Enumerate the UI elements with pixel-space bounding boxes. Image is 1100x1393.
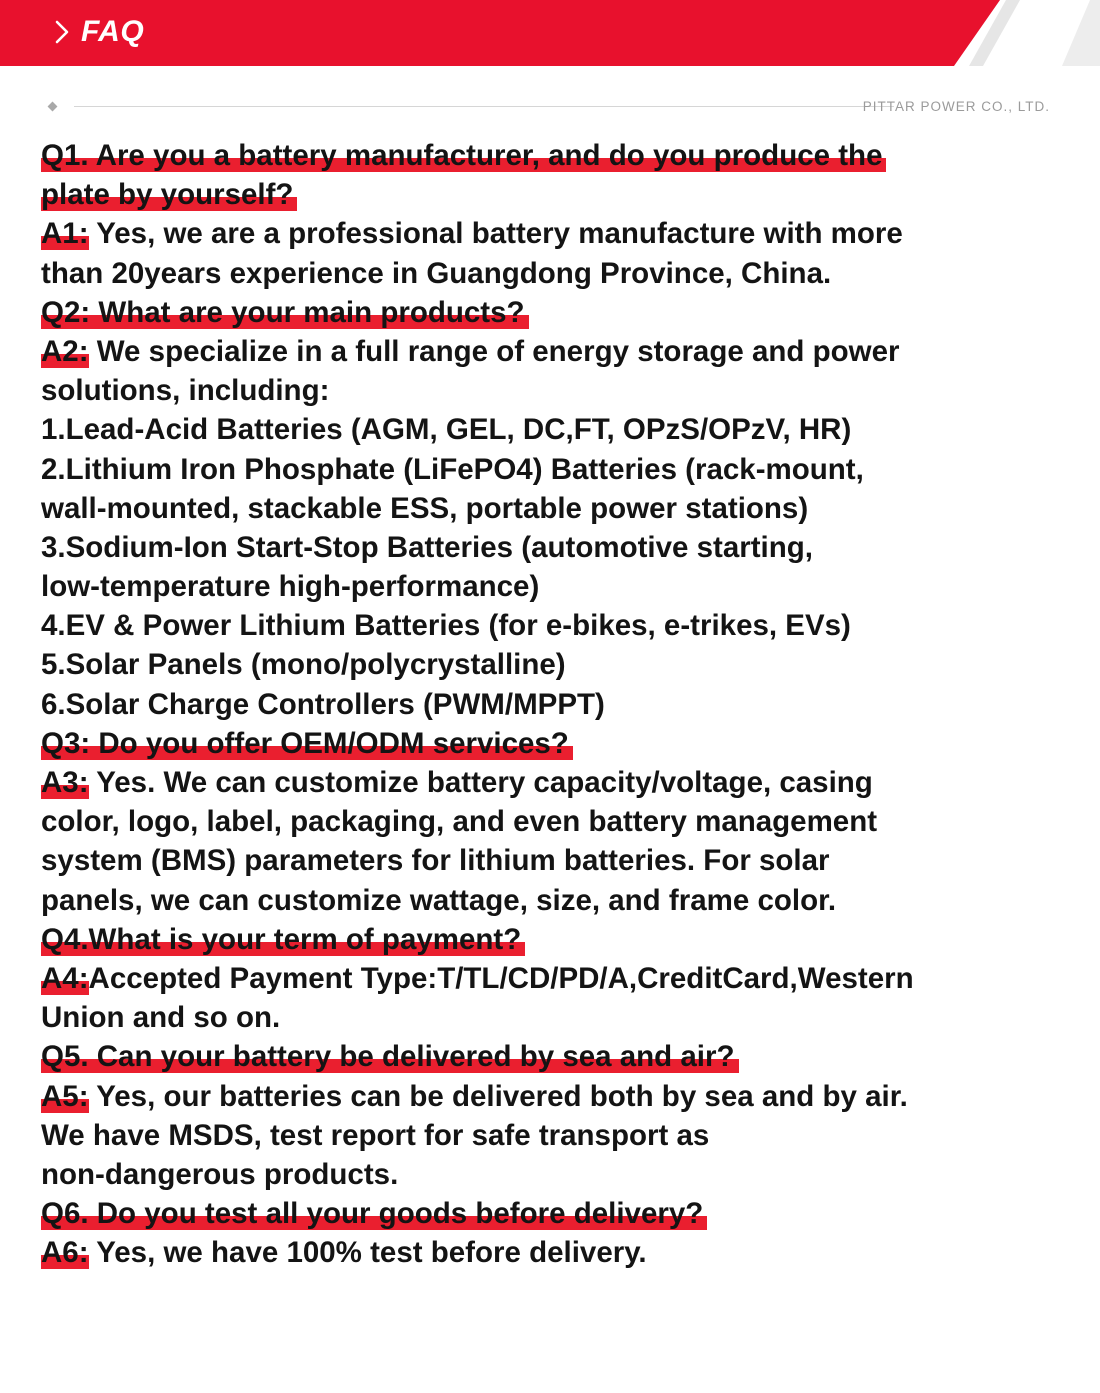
answer-text: Yes, we are a professional battery manufacture with more: [88, 217, 903, 251]
answer-text: 6.Solar Charge Controllers (PWM/MPPT): [41, 687, 605, 721]
answer-text: We specialize in a full range of energy storage and power: [88, 334, 900, 368]
answer-text: We have MSDS, test report for safe transport as: [41, 1118, 710, 1152]
faq-answer-line: [41, 489, 1031, 528]
faq-answer-line: [41, 959, 1031, 998]
faq-answer-line: [41, 802, 1031, 841]
faq-answer-line: [41, 1233, 1031, 1272]
question-text: plate by yourself?: [41, 178, 297, 211]
faq-answer-line: [41, 528, 1031, 567]
answer-text: system (BMS) parameters for lithium batteries. For solar: [41, 844, 830, 878]
answer-tag: A6:: [41, 1236, 89, 1270]
answer-text: Yes. We can customize battery capacity/voltage, casing: [88, 766, 873, 799]
answer-text: non-dangerous products.: [41, 1157, 399, 1191]
banner-red-shape: [0, 0, 1000, 66]
answer-text: solutions, including:: [41, 374, 330, 408]
faq-answer-line: [41, 763, 1031, 802]
faq-question-line: [41, 920, 1031, 959]
answer-text: panels, we can customize wattage, size, and frame color.: [41, 883, 837, 917]
faq-answer-line: [41, 332, 1031, 371]
answer-text: 3.Sodium-Ion Start-Stop Batteries (automotive starting,: [41, 530, 813, 564]
faq-answer-line: [41, 645, 1031, 684]
faq-list: [41, 136, 1031, 1272]
answer-text: low-temperature high-performance): [41, 570, 540, 604]
faq-question-line: [41, 724, 1031, 763]
answer-text: 2.Lithium Iron Phosphate (LiFePO4) Batteries (rack-mount,: [41, 452, 864, 486]
faq-answer-line: [41, 1077, 1031, 1116]
question-text: Q6. Do you test all your goods before delivery?: [41, 1197, 707, 1230]
question-text: Q2: What are your main products?: [41, 296, 529, 329]
answer-text: Accepted Payment Type:T/TL/CD/PD/A,CreditCard,Western: [88, 961, 914, 995]
faq-answer-line: [41, 450, 1031, 489]
faq-answer-line: [41, 881, 1031, 920]
chevron-right-icon: [50, 20, 74, 44]
answer-text: than 20years experience in Guangdong Province, China.: [41, 256, 832, 290]
faq-question-line: [41, 293, 1031, 332]
faq-question-line: [41, 175, 1031, 214]
faq-answer-line: [41, 841, 1031, 880]
faq-answer-line: [41, 1116, 1031, 1155]
answer-tag: A3:: [41, 766, 89, 799]
answer-text: Union and so on.: [41, 1001, 281, 1035]
answer-text: wall-mounted, stackable ESS, portable power stations): [41, 491, 809, 525]
faq-answer-line: [41, 606, 1031, 645]
faq-answer-line: [41, 214, 1031, 253]
answer-tag: A4:: [41, 961, 89, 995]
faq-answer-line: [41, 567, 1031, 606]
answer-text: 1.Lead-Acid Batteries (AGM, GEL, DC,FT, OPzS/OPzV, HR): [41, 413, 852, 447]
faq-answer-line: [41, 998, 1031, 1037]
question-text: Q1. Are you a battery manufacturer, and do you produce the: [41, 139, 886, 172]
answer-tag: A2:: [41, 334, 89, 368]
diamond-icon: [48, 102, 58, 112]
question-text: Q5. Can your battery be delivered by sea and air?: [41, 1040, 739, 1073]
question-text: Q4.What is your term of payment?: [41, 923, 525, 956]
faq-answer-line: [41, 254, 1031, 293]
answer-text: 5.Solar Panels (mono/polycrystalline): [41, 648, 566, 682]
divider-line: [74, 106, 894, 107]
company-name: PITTAR POWER CO., LTD.: [862, 99, 1050, 114]
separator: [46, 98, 1050, 116]
answer-text: Yes, our batteries can be delivered both by sea and by air.: [88, 1079, 908, 1113]
answer-tag: A1:: [41, 217, 89, 251]
answer-tag: A5:: [41, 1079, 89, 1113]
header-banner: [0, 0, 1100, 66]
answer-text: color, logo, label, packaging, and even battery management: [41, 805, 878, 839]
faq-question-line: [41, 1194, 1031, 1233]
answer-text: 4.EV & Power Lithium Batteries (for e-bikes, e-trikes, EVs): [41, 609, 851, 643]
faq-answer-line: [41, 371, 1031, 410]
answer-text: Yes, we have 100% test before delivery.: [88, 1236, 647, 1270]
page-title: FAQ: [81, 15, 145, 48]
faq-answer-line: [41, 410, 1031, 449]
faq-answer-line: [41, 1155, 1031, 1194]
question-text: Q3: Do you offer OEM/ODM services?: [41, 727, 573, 760]
faq-question-line: [41, 1037, 1031, 1076]
faq-question-line: [41, 136, 1031, 175]
faq-answer-line: [41, 685, 1031, 724]
